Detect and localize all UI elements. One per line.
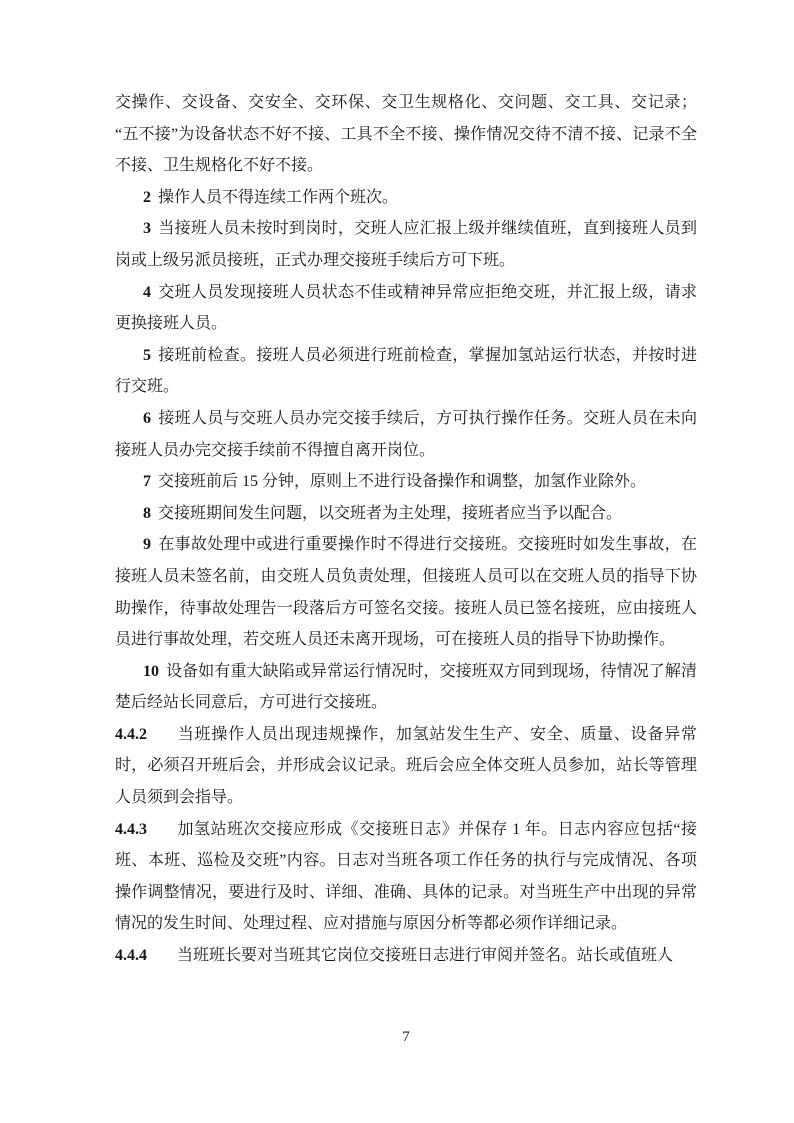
page-number: 7	[402, 1029, 410, 1045]
item-text: 在事故处理中或进行重要操作时不得进行交接班。交接班时如发生事故，在接班人员未签名前，由交班人员负责处理，但接班人员可以在交班人员的指导下协助操作，待事故处理告一段落后方可签名交接。接班人员已签名接班，应由接班人员进行事故处理，若交班人员还未离开现场，可在接班人员的指导下协助操作。	[115, 536, 697, 649]
item-text: 设备如有重大缺陷或异常运行情况时，交接班双方同到现场，待情况了解清楚后经站长同意后，方可进行交接班。	[115, 662, 697, 712]
rule-item-6	[115, 403, 697, 466]
paragraph-continuation	[115, 87, 697, 182]
item-text: 操作人员不得连续工作两个班次。	[158, 188, 399, 206]
item-text: 接班人员与交班人员办完交接手续后，方可执行操作任务。交班人员在未向接班人员办完交接手续前不得擅自离开岗位。	[115, 409, 697, 459]
section-4-4-4	[115, 940, 697, 972]
document-body	[115, 87, 697, 972]
section-text: 加氢站班次交接应形成《交接班日志》并保存 1 年。日志内容应包括“接班、本班、巡检及交班”内容。日志对当班各项工作任务的执行与完成情况、各项操作调整情况，要进行及时、详细、准确、具体的记录。对当班生产中出现的异常情况的发生时间、处理过程、应对措施与原因分析等都必须作详细记录。	[115, 820, 697, 933]
item-number: 6	[143, 409, 151, 427]
item-number: 10	[143, 662, 159, 680]
item-text: 交接班期间发生问题，以交班者为主处理，接班者应当予以配合。	[158, 504, 623, 522]
section-4-4-3	[115, 814, 697, 940]
item-number: 3	[143, 220, 151, 238]
item-text: 交班人员发现接班人员状态不佳或精神异常应拒绝交班，并汇报上级，请求更换接班人员。	[115, 283, 697, 333]
rule-item-4	[115, 277, 697, 340]
section-number: 4.4.3	[115, 820, 147, 838]
section-number: 4.4.4	[115, 947, 147, 965]
item-text: 交接班前后 15 分钟，原则上不进行设备操作和调整，加氢作业除外。	[158, 473, 647, 491]
rule-item-10	[115, 656, 697, 719]
item-number: 4	[143, 283, 151, 301]
item-number: 5	[143, 346, 151, 364]
item-number: 8	[143, 504, 151, 522]
rule-item-9	[115, 529, 697, 655]
item-number: 7	[143, 473, 151, 491]
item-number: 2	[143, 188, 151, 206]
rule-item-5	[115, 340, 697, 403]
item-text: 当接班人员未按时到岗时，交班人应汇报上级并继续值班，直到接班人员到岗或上级另派员接班，正式办理交接班手续后方可下班。	[115, 220, 697, 269]
section-text: 当班班长要对当班其它岗位交接班日志进行审阅并签名。站长或值班人	[177, 947, 674, 965]
section-text: 当班操作人员出现违规操作，加氢站发生生产、安全、质量、设备异常时，必须召开班后会，并形成会议记录。班后会应全体交班人员参加，站长等管理人员须到会指导。	[115, 725, 697, 807]
section-4-4-2	[115, 719, 697, 814]
section-number: 4.4.2	[115, 725, 147, 743]
rule-item-2	[115, 182, 697, 214]
item-text: 接班前检查。接班人员必须进行班前检查，掌握加氢站运行状态，并按时进行交班。	[115, 346, 697, 396]
rule-item-3	[115, 213, 697, 276]
rule-item-7	[115, 466, 697, 498]
item-number: 9	[143, 536, 151, 554]
paragraph-text: 交操作、交设备、交安全、交环保、交卫生规格化、交问题、交工具、交记录；“五不接”为设备状态不好不接、工具不全不接、操作情况交待不清不接、记录不全不接、卫生规格化不好不接。	[115, 94, 697, 175]
rule-item-8	[115, 498, 697, 530]
